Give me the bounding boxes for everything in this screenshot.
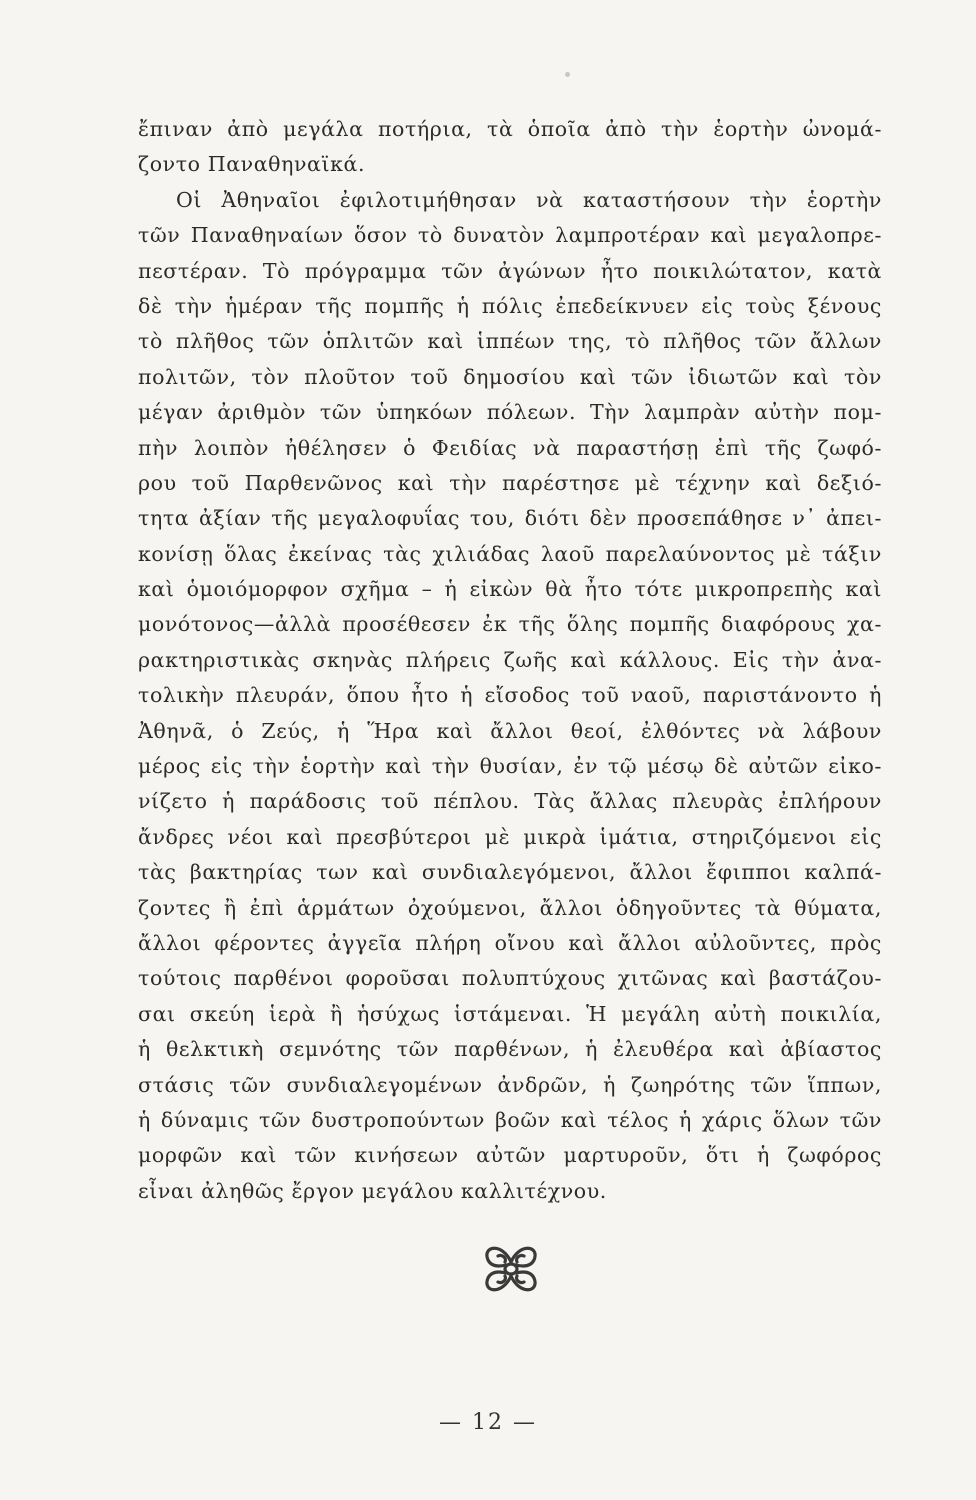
text-line: μορφῶν καὶ τῶν κινήσεων αὐτῶν μαρτυροῦν, ὅτι ἡ ζωφόρος: [138, 1143, 882, 1168]
text-line: πεστέραν. Τὸ πρόγραμμα τῶν ἀγώνων ἦτο ποικιλώτατον, κατὰ: [138, 258, 882, 283]
text-line: τολικὴν πλευράν, ὅπου ἦτο ἡ εἴσοδος τοῦ ναοῦ, παριστάνοντο ἡ: [138, 683, 882, 708]
text-line: μονότονος—ἀλλὰ προσέθεσεν ἐκ τῆς ὅλης πομπῆς διαφόρους χα-: [138, 612, 882, 637]
text-line: δὲ τὴν ἡμέραν τῆς πομπῆς ἡ πόλις ἐπεδείκνυεν εἰς τοὺς ξένους: [138, 293, 882, 318]
text-line: νίζετο ἡ παράδοσις τοῦ πέπλου. Τὰς ἄλλας πλευρὰς ἐπλήρουν: [138, 789, 882, 814]
text-line: σαι σκεύη ἱερὰ ἢ ἡσύχως ἱστάμεναι. Ἡ μεγάλη αὐτὴ ποικιλία,: [138, 1001, 882, 1026]
text-line: ρου τοῦ Παρθενῶνος καὶ τὴν παρέστησε μὲ τέχνην καὶ δεξιό-: [138, 470, 882, 495]
text-line: τῶν Παναθηναίων ὅσον τὸ δυνατὸν λαμπροτέραν καὶ μεγαλοπρε-: [138, 223, 882, 248]
text-line: ἔπιναν ἀπὸ μεγάλα ποτήρια, τὰ ὁποῖα ἀπὸ τὴν ἑορτὴν ὠνομά-: [138, 117, 882, 141]
text-line: Ἀθηνᾶ, ὁ Ζεύς, ἡ Ἥρα καὶ ἄλλοι θεοί, ἐλθόντες νὰ λάβουν: [138, 718, 882, 743]
text-line: πολιτῶν, τὸν πλοῦτον τοῦ δημοσίου καὶ τῶν ἰδιωτῶν καὶ τὸν: [138, 364, 882, 389]
text-line: Οἱ Ἀθηναῖοι ἐφιλοτιμήθησαν νὰ καταστήσουν τὴν ἑορτὴν: [176, 187, 882, 212]
ink-speck: [565, 72, 570, 77]
text-line: ζοντο Παναθηναϊκά.: [138, 152, 366, 177]
text-line: μέγαν ἀριθμὸν τῶν ὑπηκόων πόλεων. Τὴν λαμπρὰν αὐτὴν πομ-: [138, 400, 882, 425]
text-line: μέρος εἰς τὴν ἑορτὴν καὶ τὴν θυσίαν, ἐν τῷ μέσῳ δὲ αὐτῶν εἰκο-: [138, 754, 882, 779]
text-line: πὴν λοιπὸν ἠθέλησεν ὁ Φειδίας νὰ παραστήσῃ ἐπὶ τῆς ζωφό-: [138, 435, 882, 460]
page-number: — 12 —: [439, 1410, 537, 1435]
text-line: ἄνδρες νέοι καὶ πρεσβύτεροι μὲ μικρὰ ἱμάτια, στηριζόμενοι εἰς: [138, 824, 882, 849]
text-line: κονίσῃ ὅλας ἐκείνας τὰς χιλιάδας λαοῦ παρελαύνοντος μὲ τάξιν: [138, 541, 882, 566]
text-line: ἄλλοι φέροντες ἀγγεῖα πλήρη οἴνου καὶ ἄλλοι αὐλοῦντες, πρὸς: [138, 930, 882, 955]
text-line: τὸ πλῆθος τῶν ὁπλιτῶν καὶ ἱππέων της, τὸ πλῆθος τῶν ἄλλων: [138, 329, 882, 354]
text-line: ἡ θελκτικὴ σεμνότης τῶν παρθένων, ἡ ἐλευθέρα καὶ ἀβίαστος: [138, 1037, 882, 1062]
text-line: ζοντες ἢ ἐπὶ ἁρμάτων ὀχούμενοι, ἄλλοι ὁδηγοῦντες τὰ θύματα,: [138, 895, 882, 920]
flower-ornament-icon: [474, 1232, 548, 1306]
text-line: τητα ἀξίαν τῆς μεγαλοφυΐας του, διότι δὲν προσεπάθησε ν᾿ ἀπει-: [138, 506, 882, 531]
text-line: καὶ ὁμοιόμορφον σχῆμα – ἡ εἰκὼν θὰ ἦτο τότε μικροπρεπὴς καὶ: [138, 577, 882, 602]
text-line: ρακτηριστικὰς σκηνὰς πλήρεις ζωῆς καὶ κάλλους. Εἰς τὴν ἀνα-: [138, 647, 882, 672]
body-text: [138, 112, 882, 1209]
text-line: ἡ δύναμις τῶν δυστροπούντων βοῶν καὶ τέλος ἡ χάρις ὅλων τῶν: [138, 1107, 882, 1132]
text-line: τούτοις παρθένοι φοροῦσαι πολυπτύχους χιτῶνας καὶ βαστάζου-: [138, 966, 882, 991]
text-line: στάσις τῶν συνδιαλεγομένων ἀνδρῶν, ἡ ζωηρότης τῶν ἵππων,: [138, 1072, 882, 1097]
text-line: εἶναι ἀληθῶς ἔργον μεγάλου καλλιτέχνου.: [138, 1178, 607, 1203]
text-line: τὰς βακτηρίας των καὶ συνδιαλεγόμενοι, ἄλλοι ἔφιπποι καλπά-: [138, 860, 882, 885]
